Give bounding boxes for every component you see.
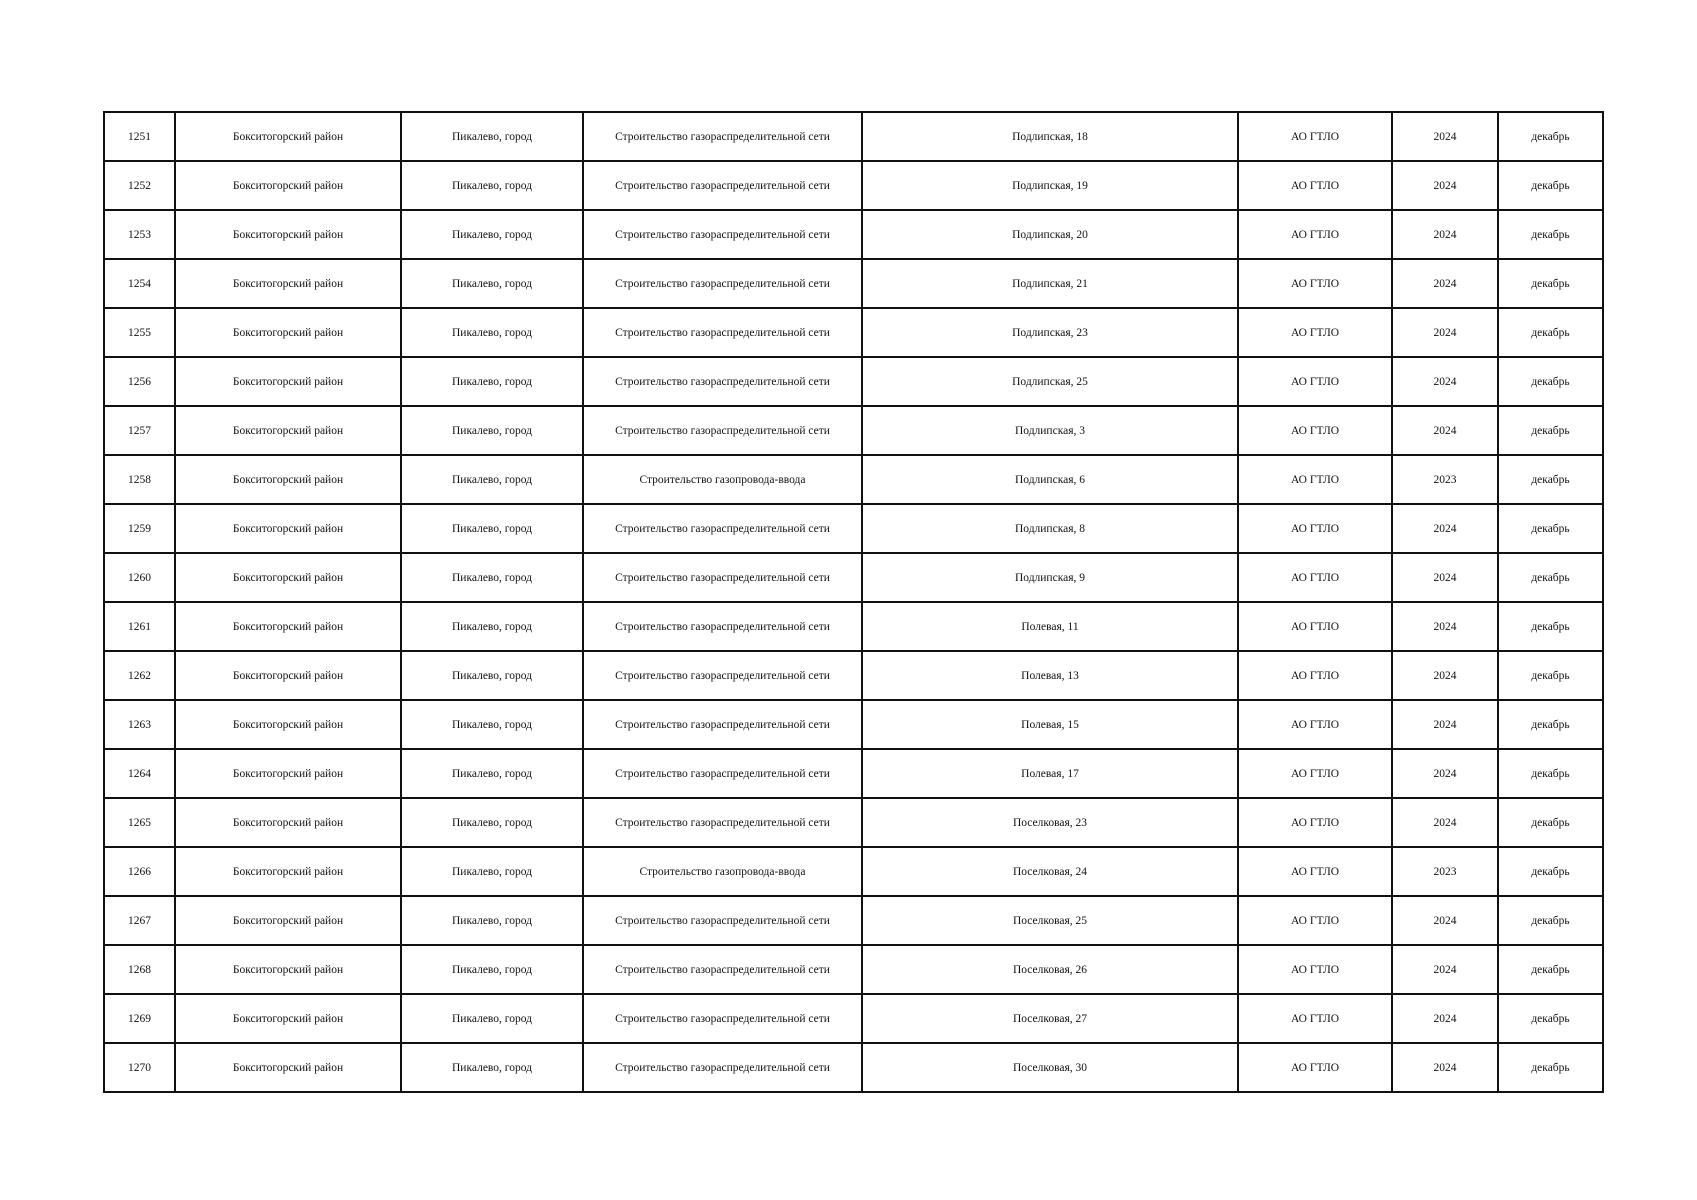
cell-row-number: 1264: [104, 749, 175, 798]
cell-address: Подлипская, 19: [862, 161, 1238, 210]
cell-month: декабрь: [1498, 847, 1603, 896]
cell-settlement: Пикалево, город: [401, 161, 583, 210]
cell-settlement: Пикалево, город: [401, 602, 583, 651]
cell-district: Бокситогорский район: [175, 259, 401, 308]
cell-organization: АО ГТЛО: [1238, 945, 1392, 994]
cell-work-type: Строительство газораспределительной сети: [583, 651, 862, 700]
cell-settlement: Пикалево, город: [401, 994, 583, 1043]
cell-address: Поселковая, 25: [862, 896, 1238, 945]
cell-district: Бокситогорский район: [175, 651, 401, 700]
cell-work-type: Строительство газораспределительной сети: [583, 896, 862, 945]
table-row: [104, 749, 1603, 798]
table-row: [104, 700, 1603, 749]
table-body: [104, 112, 1603, 1092]
cell-district: Бокситогорский район: [175, 504, 401, 553]
cell-year: 2024: [1392, 896, 1498, 945]
cell-month: декабрь: [1498, 602, 1603, 651]
table-row: [104, 553, 1603, 602]
cell-row-number: 1266: [104, 847, 175, 896]
cell-organization: АО ГТЛО: [1238, 357, 1392, 406]
cell-settlement: Пикалево, город: [401, 210, 583, 259]
cell-settlement: Пикалево, город: [401, 847, 583, 896]
cell-work-type: Строительство газораспределительной сети: [583, 112, 862, 161]
table-row: [104, 259, 1603, 308]
cell-month: декабрь: [1498, 357, 1603, 406]
cell-district: Бокситогорский район: [175, 847, 401, 896]
cell-address: Подлипская, 20: [862, 210, 1238, 259]
cell-organization: АО ГТЛО: [1238, 210, 1392, 259]
cell-organization: АО ГТЛО: [1238, 504, 1392, 553]
cell-address: Поселковая, 26: [862, 945, 1238, 994]
cell-organization: АО ГТЛО: [1238, 455, 1392, 504]
cell-organization: АО ГТЛО: [1238, 112, 1392, 161]
cell-organization: АО ГТЛО: [1238, 651, 1392, 700]
cell-row-number: 1261: [104, 602, 175, 651]
cell-work-type: Строительство газопровода-ввода: [583, 455, 862, 504]
cell-organization: АО ГТЛО: [1238, 896, 1392, 945]
cell-work-type: Строительство газораспределительной сети: [583, 602, 862, 651]
cell-year: 2024: [1392, 259, 1498, 308]
cell-district: Бокситогорский район: [175, 161, 401, 210]
cell-organization: АО ГТЛО: [1238, 308, 1392, 357]
cell-month: декабрь: [1498, 553, 1603, 602]
table-row: [104, 847, 1603, 896]
cell-month: декабрь: [1498, 259, 1603, 308]
cell-settlement: Пикалево, город: [401, 259, 583, 308]
cell-district: Бокситогорский район: [175, 798, 401, 847]
cell-address: Подлипская, 23: [862, 308, 1238, 357]
cell-row-number: 1253: [104, 210, 175, 259]
table-row: [104, 1043, 1603, 1092]
table-row: [104, 896, 1603, 945]
table-row: [104, 504, 1603, 553]
cell-organization: АО ГТЛО: [1238, 259, 1392, 308]
cell-district: Бокситогорский район: [175, 112, 401, 161]
cell-row-number: 1262: [104, 651, 175, 700]
cell-address: Поселковая, 27: [862, 994, 1238, 1043]
cell-work-type: Строительство газораспределительной сети: [583, 308, 862, 357]
cell-address: Подлипская, 6: [862, 455, 1238, 504]
cell-row-number: 1255: [104, 308, 175, 357]
cell-year: 2024: [1392, 945, 1498, 994]
cell-month: декабрь: [1498, 896, 1603, 945]
cell-month: декабрь: [1498, 945, 1603, 994]
cell-month: декабрь: [1498, 112, 1603, 161]
cell-year: 2024: [1392, 112, 1498, 161]
cell-month: декабрь: [1498, 504, 1603, 553]
cell-address: Подлипская, 3: [862, 406, 1238, 455]
cell-row-number: 1260: [104, 553, 175, 602]
table-row: [104, 112, 1603, 161]
table-row: [104, 406, 1603, 455]
cell-year: 2024: [1392, 553, 1498, 602]
cell-month: декабрь: [1498, 308, 1603, 357]
cell-organization: АО ГТЛО: [1238, 749, 1392, 798]
cell-work-type: Строительство газораспределительной сети: [583, 994, 862, 1043]
cell-settlement: Пикалево, город: [401, 749, 583, 798]
cell-address: Полевая, 15: [862, 700, 1238, 749]
cell-month: декабрь: [1498, 455, 1603, 504]
cell-work-type: Строительство газораспределительной сети: [583, 945, 862, 994]
table-row: [104, 994, 1603, 1043]
cell-organization: АО ГТЛО: [1238, 847, 1392, 896]
cell-address: Подлипская, 25: [862, 357, 1238, 406]
cell-settlement: Пикалево, город: [401, 406, 583, 455]
cell-settlement: Пикалево, город: [401, 553, 583, 602]
cell-work-type: Строительство газораспределительной сети: [583, 749, 862, 798]
cell-district: Бокситогорский район: [175, 602, 401, 651]
cell-year: 2024: [1392, 210, 1498, 259]
cell-work-type: Строительство газораспределительной сети: [583, 259, 862, 308]
table-row: [104, 945, 1603, 994]
cell-organization: АО ГТЛО: [1238, 1043, 1392, 1092]
table-row: [104, 798, 1603, 847]
cell-work-type: Строительство газораспределительной сети: [583, 798, 862, 847]
table-row: [104, 357, 1603, 406]
cell-district: Бокситогорский район: [175, 945, 401, 994]
cell-month: декабрь: [1498, 994, 1603, 1043]
cell-work-type: Строительство газораспределительной сети: [583, 406, 862, 455]
cell-year: 2024: [1392, 994, 1498, 1043]
cell-settlement: Пикалево, город: [401, 798, 583, 847]
cell-month: декабрь: [1498, 749, 1603, 798]
cell-row-number: 1268: [104, 945, 175, 994]
cell-settlement: Пикалево, город: [401, 455, 583, 504]
cell-work-type: Строительство газораспределительной сети: [583, 553, 862, 602]
cell-work-type: Строительство газораспределительной сети: [583, 1043, 862, 1092]
cell-row-number: 1267: [104, 896, 175, 945]
cell-organization: АО ГТЛО: [1238, 602, 1392, 651]
cell-row-number: 1259: [104, 504, 175, 553]
table-row: [104, 161, 1603, 210]
cell-work-type: Строительство газораспределительной сети: [583, 700, 862, 749]
cell-row-number: 1254: [104, 259, 175, 308]
cell-address: Подлипская, 21: [862, 259, 1238, 308]
cell-month: декабрь: [1498, 1043, 1603, 1092]
cell-year: 2024: [1392, 161, 1498, 210]
cell-month: декабрь: [1498, 798, 1603, 847]
cell-year: 2024: [1392, 749, 1498, 798]
cell-district: Бокситогорский район: [175, 357, 401, 406]
cell-address: Полевая, 13: [862, 651, 1238, 700]
cell-settlement: Пикалево, город: [401, 308, 583, 357]
cell-settlement: Пикалево, город: [401, 112, 583, 161]
cell-organization: АО ГТЛО: [1238, 798, 1392, 847]
cell-year: 2024: [1392, 308, 1498, 357]
cell-row-number: 1256: [104, 357, 175, 406]
cell-district: Бокситогорский район: [175, 553, 401, 602]
cell-row-number: 1263: [104, 700, 175, 749]
cell-organization: АО ГТЛО: [1238, 553, 1392, 602]
cell-month: декабрь: [1498, 161, 1603, 210]
cell-year: 2024: [1392, 357, 1498, 406]
cell-year: 2024: [1392, 602, 1498, 651]
cell-district: Бокситогорский район: [175, 406, 401, 455]
cell-address: Полевая, 11: [862, 602, 1238, 651]
cell-year: 2024: [1392, 406, 1498, 455]
cell-address: Подлипская, 18: [862, 112, 1238, 161]
cell-address: Подлипская, 9: [862, 553, 1238, 602]
cell-year: 2024: [1392, 700, 1498, 749]
cell-year: 2023: [1392, 847, 1498, 896]
cell-district: Бокситогорский район: [175, 700, 401, 749]
cell-month: декабрь: [1498, 651, 1603, 700]
cell-district: Бокситогорский район: [175, 210, 401, 259]
cell-year: 2023: [1392, 455, 1498, 504]
cell-work-type: Строительство газораспределительной сети: [583, 504, 862, 553]
cell-district: Бокситогорский район: [175, 455, 401, 504]
cell-work-type: Строительство газораспределительной сети: [583, 357, 862, 406]
cell-row-number: 1270: [104, 1043, 175, 1092]
cell-organization: АО ГТЛО: [1238, 161, 1392, 210]
cell-settlement: Пикалево, город: [401, 945, 583, 994]
cell-settlement: Пикалево, город: [401, 651, 583, 700]
cell-month: декабрь: [1498, 210, 1603, 259]
cell-year: 2024: [1392, 504, 1498, 553]
cell-row-number: 1265: [104, 798, 175, 847]
table-row: [104, 308, 1603, 357]
cell-address: Полевая, 17: [862, 749, 1238, 798]
table-row: [104, 651, 1603, 700]
cell-row-number: 1269: [104, 994, 175, 1043]
cell-settlement: Пикалево, город: [401, 1043, 583, 1092]
cell-work-type: Строительство газораспределительной сети: [583, 161, 862, 210]
cell-district: Бокситогорский район: [175, 994, 401, 1043]
cell-row-number: 1251: [104, 112, 175, 161]
cell-settlement: Пикалево, город: [401, 700, 583, 749]
cell-year: 2024: [1392, 1043, 1498, 1092]
cell-address: Поселковая, 30: [862, 1043, 1238, 1092]
cell-district: Бокситогорский район: [175, 896, 401, 945]
cell-row-number: 1257: [104, 406, 175, 455]
cell-address: Подлипская, 8: [862, 504, 1238, 553]
cell-district: Бокситогорский район: [175, 749, 401, 798]
cell-district: Бокситогорский район: [175, 308, 401, 357]
cell-work-type: Строительство газопровода-ввода: [583, 847, 862, 896]
table-row: [104, 602, 1603, 651]
cell-work-type: Строительство газораспределительной сети: [583, 210, 862, 259]
table-row: [104, 210, 1603, 259]
cell-settlement: Пикалево, город: [401, 504, 583, 553]
cell-row-number: 1252: [104, 161, 175, 210]
table-row: [104, 455, 1603, 504]
cell-year: 2024: [1392, 651, 1498, 700]
cell-organization: АО ГТЛО: [1238, 994, 1392, 1043]
cell-settlement: Пикалево, город: [401, 896, 583, 945]
cell-year: 2024: [1392, 798, 1498, 847]
cell-settlement: Пикалево, город: [401, 357, 583, 406]
cell-month: декабрь: [1498, 700, 1603, 749]
data-table: [103, 111, 1604, 1093]
cell-month: декабрь: [1498, 406, 1603, 455]
cell-address: Поселковая, 24: [862, 847, 1238, 896]
cell-address: Поселковая, 23: [862, 798, 1238, 847]
cell-row-number: 1258: [104, 455, 175, 504]
cell-district: Бокситогорский район: [175, 1043, 401, 1092]
cell-organization: АО ГТЛО: [1238, 406, 1392, 455]
cell-organization: АО ГТЛО: [1238, 700, 1392, 749]
